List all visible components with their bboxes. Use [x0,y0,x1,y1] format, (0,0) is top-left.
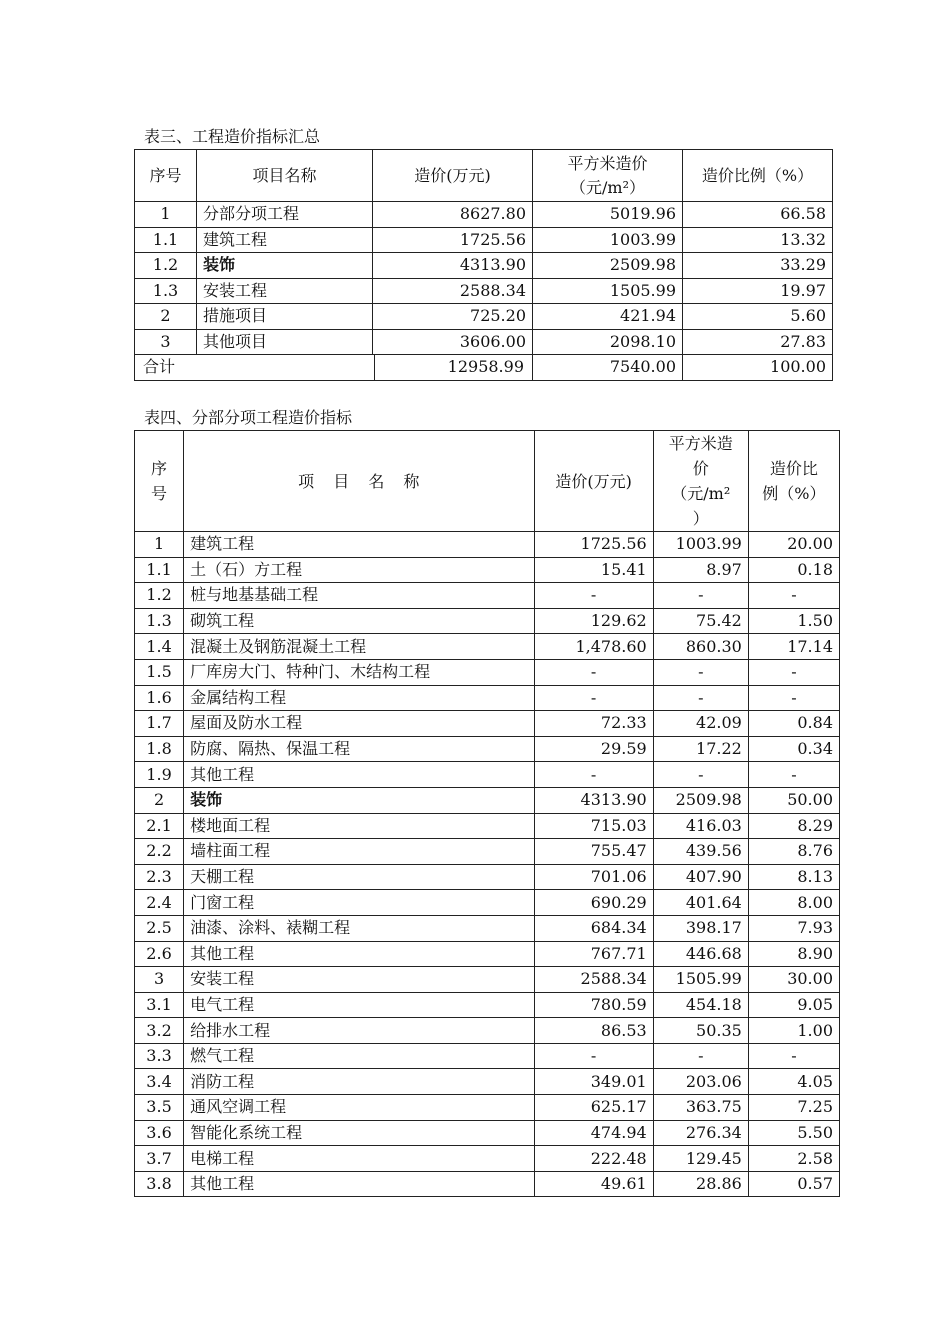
row-ratio: 9.05 [748,992,839,1018]
row-ratio: 0.18 [748,557,839,583]
row-name: 给排水工程 [184,1018,534,1044]
row-unit-cost: 129.45 [653,1146,748,1172]
row-cost: 349.01 [534,1069,653,1095]
row-no: 2.6 [135,941,184,967]
table-row [135,813,840,839]
row-cost: 3606.00 [373,329,533,355]
row-name: 电气工程 [184,992,534,1018]
row-unit-cost: 28.86 [653,1171,748,1197]
row-cost: 4313.90 [534,787,653,813]
row-no: 2.4 [135,890,184,916]
row-ratio: 50.00 [748,787,839,813]
row-no: 1.2 [135,253,197,279]
row-name: 其他项目 [197,329,373,355]
row-name: 装饰 [197,253,373,279]
table-row [135,1171,840,1197]
row-no: 2 [135,304,197,330]
row-unit-cost: 8.97 [653,557,748,583]
row-name: 其他工程 [184,762,534,788]
header-name: 项 目 名 称 [184,431,534,532]
row-cost: - [534,659,653,685]
row-name: 砌筑工程 [184,608,534,634]
row-no: 1.3 [135,278,197,304]
row-cost: 2588.34 [373,278,533,304]
row-cost: 625.17 [534,1095,653,1121]
table3-header-row [135,150,833,202]
header-unit-line1: 平方米造 [668,434,733,453]
table4-header-row [135,431,840,532]
row-ratio: 1.00 [748,1018,839,1044]
table3-caption: 表三、工程造价指标汇总 [144,127,321,146]
header-no: 序号 [135,150,197,202]
table-row [135,202,833,228]
row-ratio: 1.50 [748,608,839,634]
row-no: 3.6 [135,1120,184,1146]
row-unit-cost: 50.35 [653,1018,748,1044]
row-unit-cost: 1505.99 [533,278,683,304]
table4-caption: 表四、分部分项工程造价指标 [144,408,353,427]
row-name: 楼地面工程 [184,813,534,839]
header-ratio-line1: 造价比 [769,459,818,478]
row-ratio: - [748,762,839,788]
table-row [135,1069,840,1095]
row-cost: 1725.56 [373,227,533,253]
row-unit-cost: 75.42 [653,608,748,634]
row-cost: 15.41 [534,557,653,583]
row-ratio: 7.93 [748,915,839,941]
row-ratio: 2.58 [748,1146,839,1172]
row-unit-cost: 17.22 [653,736,748,762]
row-unit-cost: 421.94 [533,304,683,330]
row-name: 措施项目 [197,304,373,330]
row-cost: 72.33 [534,711,653,737]
header-cost: 造价(万元) [534,431,653,532]
row-cost: 725.20 [373,304,533,330]
table-row [135,1146,840,1172]
row-ratio: 17.14 [748,634,839,660]
row-cost: 29.59 [534,736,653,762]
row-no: 3 [135,329,197,355]
header-unit-line4: ） [692,509,709,528]
row-ratio: 0.84 [748,711,839,737]
row-cost: 474.94 [534,1120,653,1146]
table-row [135,253,833,279]
row-name: 厂库房大门、特种门、木结构工程 [184,659,534,685]
row-ratio: 4.05 [748,1069,839,1095]
header-cost: 造价(万元) [373,150,533,202]
row-name: 桩与地基基础工程 [184,583,534,609]
table-row [135,329,833,355]
table-row [135,864,840,890]
row-unit-cost: 439.56 [653,839,748,865]
row-unit-cost: 2098.10 [533,329,683,355]
header-unit-line2: （元/m²） [570,177,645,197]
row-ratio: 27.83 [683,329,833,355]
row-cost: 755.47 [534,839,653,865]
row-name: 其他工程 [184,941,534,967]
table-row [135,736,840,762]
header-unit-line3: （元/m² [671,484,731,503]
row-ratio: - [748,685,839,711]
row-unit-cost: - [653,762,748,788]
table-row [135,634,840,660]
row-no: 1.4 [135,634,184,660]
row-unit-cost: 860.30 [653,634,748,660]
row-cost: 4313.90 [373,253,533,279]
total-cell [135,355,533,381]
row-no: 2.5 [135,915,184,941]
row-ratio: 8.76 [748,839,839,865]
table-row [135,941,840,967]
row-ratio: 19.97 [683,278,833,304]
row-unit-cost: - [653,583,748,609]
row-ratio: 8.29 [748,813,839,839]
row-unit-cost: 2509.98 [533,253,683,279]
table3-total-row [135,355,833,381]
row-unit-cost: 42.09 [653,711,748,737]
table-row [135,1095,840,1121]
row-unit-cost: - [653,659,748,685]
table-row [135,1043,840,1069]
table-row [135,532,840,558]
row-no: 3.5 [135,1095,184,1121]
row-ratio: 30.00 [748,967,839,993]
row-name: 智能化系统工程 [184,1120,534,1146]
header-ratio [748,431,839,532]
row-name: 混凝土及钢筋混凝土工程 [184,634,534,660]
row-cost: - [534,583,653,609]
row-cost: 86.53 [534,1018,653,1044]
table-row [135,762,840,788]
table-row [135,839,840,865]
row-name: 金属结构工程 [184,685,534,711]
row-ratio: 5.60 [683,304,833,330]
row-ratio: 0.57 [748,1171,839,1197]
row-unit-cost: 5019.96 [533,202,683,228]
row-name: 安装工程 [197,278,373,304]
row-name: 土（石）方工程 [184,557,534,583]
row-cost: 690.29 [534,890,653,916]
row-no: 1.1 [135,227,197,253]
table-row [135,787,840,813]
row-cost: - [534,762,653,788]
row-no: 1.8 [135,736,184,762]
row-cost: 780.59 [534,992,653,1018]
table-row [135,915,840,941]
row-name: 分部分项工程 [197,202,373,228]
row-ratio: 33.29 [683,253,833,279]
total-unit: 7540.00 [533,355,683,381]
table-row [135,967,840,993]
table-row [135,583,840,609]
table-row [135,992,840,1018]
row-cost: 8627.80 [373,202,533,228]
row-no: 3.4 [135,1069,184,1095]
total-cost: 12958.99 [447,357,524,377]
header-ratio: 造价比例（%） [683,150,833,202]
table-row [135,608,840,634]
header-no-line2: 号 [151,484,168,503]
row-ratio: 8.13 [748,864,839,890]
row-name: 油漆、涂料、裱糊工程 [184,915,534,941]
row-name: 燃气工程 [184,1043,534,1069]
table-row [135,278,833,304]
row-no: 1.9 [135,762,184,788]
row-unit-cost: 446.68 [653,941,748,967]
row-name: 墙柱面工程 [184,839,534,865]
header-no-line1: 序 [151,459,168,478]
row-no: 3.8 [135,1171,184,1197]
row-name: 天棚工程 [184,864,534,890]
table-row [135,1018,840,1044]
row-unit-cost: 454.18 [653,992,748,1018]
table-row [135,304,833,330]
row-cost: 2588.34 [534,967,653,993]
row-unit-cost: 1505.99 [653,967,748,993]
row-ratio: 7.25 [748,1095,839,1121]
row-ratio: 66.58 [683,202,833,228]
row-name: 建筑工程 [184,532,534,558]
row-ratio: - [748,1043,839,1069]
row-cost: - [534,685,653,711]
row-cost: 715.03 [534,813,653,839]
row-no: 1.5 [135,659,184,685]
row-ratio: 20.00 [748,532,839,558]
row-unit-cost: 363.75 [653,1095,748,1121]
row-no: 1 [135,532,184,558]
row-no: 3.3 [135,1043,184,1069]
row-no: 3.2 [135,1018,184,1044]
header-unit-line1: 平方米造价 [567,153,648,173]
row-unit-cost: 416.03 [653,813,748,839]
row-no: 1.7 [135,711,184,737]
row-name: 屋面及防水工程 [184,711,534,737]
row-name: 安装工程 [184,967,534,993]
table-row [135,890,840,916]
row-unit-cost: 401.64 [653,890,748,916]
header-no [135,431,184,532]
row-no: 1.1 [135,557,184,583]
table-row [135,557,840,583]
row-no: 1.2 [135,583,184,609]
row-name: 消防工程 [184,1069,534,1095]
row-unit-cost: 276.34 [653,1120,748,1146]
total-ratio: 100.00 [683,355,833,381]
row-no: 1 [135,202,197,228]
total-label: 合计 [135,355,375,380]
row-unit-cost: 398.17 [653,915,748,941]
table-row [135,227,833,253]
row-ratio: - [748,583,839,609]
table-row [135,711,840,737]
subitem-cost-table [134,430,840,1197]
header-unit-cost [533,150,683,202]
row-ratio: 13.32 [683,227,833,253]
row-unit-cost: 1003.99 [653,532,748,558]
row-no: 3.7 [135,1146,184,1172]
row-cost: 1,478.60 [534,634,653,660]
row-no: 3.1 [135,992,184,1018]
row-unit-cost: - [653,1043,748,1069]
header-unit-cost [653,431,748,532]
row-no: 2.3 [135,864,184,890]
row-ratio: 0.34 [748,736,839,762]
row-cost: 1725.56 [534,532,653,558]
row-name: 防腐、隔热、保温工程 [184,736,534,762]
row-ratio: 8.00 [748,890,839,916]
row-no: 1.6 [135,685,184,711]
row-name: 建筑工程 [197,227,373,253]
row-name: 电梯工程 [184,1146,534,1172]
row-ratio: - [748,659,839,685]
row-name: 装饰 [184,787,534,813]
row-cost: 222.48 [534,1146,653,1172]
row-no: 1.3 [135,608,184,634]
row-unit-cost: 407.90 [653,864,748,890]
row-cost: 49.61 [534,1171,653,1197]
row-unit-cost: 203.06 [653,1069,748,1095]
row-name: 通风空调工程 [184,1095,534,1121]
row-cost: - [534,1043,653,1069]
row-unit-cost: - [653,685,748,711]
row-no: 2.1 [135,813,184,839]
table-row [135,685,840,711]
row-ratio: 8.90 [748,941,839,967]
table-row [135,1120,840,1146]
row-cost: 767.71 [534,941,653,967]
row-cost: 701.06 [534,864,653,890]
row-unit-cost: 2509.98 [653,787,748,813]
row-ratio: 5.50 [748,1120,839,1146]
header-name: 项目名称 [197,150,373,202]
row-no: 2.2 [135,839,184,865]
cost-summary-table [134,149,833,381]
header-ratio-line2: 例（%） [762,484,826,503]
row-cost: 129.62 [534,608,653,634]
header-unit-line2: 价 [692,459,709,478]
table-row [135,659,840,685]
row-no: 3 [135,967,184,993]
row-no: 2 [135,787,184,813]
row-name: 门窗工程 [184,890,534,916]
row-unit-cost: 1003.99 [533,227,683,253]
row-cost: 684.34 [534,915,653,941]
row-name: 其他工程 [184,1171,534,1197]
